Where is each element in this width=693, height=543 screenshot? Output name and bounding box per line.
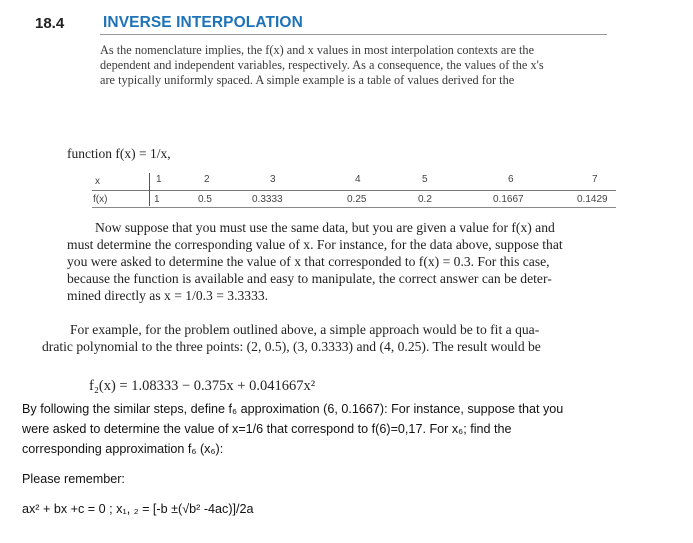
paragraph-line: dratic polynomial to the three points: (2, 0.5), (3, 0.3333) and (4, 0.25). The result would be bbox=[42, 339, 541, 354]
section-number: 18.4 bbox=[35, 15, 65, 32]
title-rule bbox=[100, 34, 607, 35]
intro-line: As the nomenclature implies, the f(x) and x values in most interpolation contexts are the bbox=[100, 43, 535, 57]
question-line: were asked to determine the value of x=1/6 that correspond to f(6)=0,17. For x₆; find the bbox=[22, 422, 512, 436]
table-cell-x: 3 bbox=[270, 174, 276, 185]
paragraph-line: you were asked to determine the value of x that corresponded to f(x) = 0.3. For this case, bbox=[67, 254, 550, 269]
interpolation-equation: f₂(x) = 1.08333 − 0.375x + 0.041667x² bbox=[89, 378, 316, 394]
quadratic-formula: ax² + bx +c = 0 ; x₁, ₂ = [-b ±(√b² -4ac)]/2a bbox=[22, 502, 254, 516]
section-title: INVERSE INTERPOLATION bbox=[103, 14, 303, 31]
table-cell-fx: 0.2 bbox=[418, 194, 432, 205]
table-cell-fx: 0.5 bbox=[198, 194, 212, 205]
table-bottom-rule bbox=[92, 207, 616, 208]
table-cell-fx: 0.1667 bbox=[493, 194, 524, 205]
question-line: By following the similar steps, define f₆ approximation (6, 0.1667): For instance, suppose that you bbox=[22, 402, 564, 416]
table-cell-fx: 0.25 bbox=[347, 194, 367, 205]
table-cell-fx: 1 bbox=[154, 194, 160, 205]
paragraph-line: because the function is available and easy to manipulate, the correct answer can be deter- bbox=[67, 271, 552, 286]
remember-note: Please remember: bbox=[22, 472, 125, 486]
question-line: corresponding approximation f₆ (x₆): bbox=[22, 442, 224, 456]
table-top-rule bbox=[92, 190, 616, 191]
intro-line: are typically uniformly spaced. A simple example is a table of values derived for the bbox=[100, 73, 515, 87]
table-cell-x: 1 bbox=[156, 174, 162, 185]
table-cell-x: 5 bbox=[422, 174, 428, 185]
paragraph-line: For example, for the problem outlined above, a simple approach would be to fit a qua- bbox=[70, 322, 540, 337]
table-cell-x: 7 bbox=[592, 174, 598, 185]
table-row-label-fx: f(x) bbox=[93, 194, 108, 205]
paragraph-line: must determine the corresponding value of x. For instance, for the data above, suppose that bbox=[67, 237, 563, 252]
table-divider bbox=[149, 173, 150, 206]
intro-line: dependent and independent variables, respectively. As a consequence, the values of the x's bbox=[100, 58, 544, 72]
table-cell-x: 6 bbox=[508, 174, 514, 185]
paragraph-line: mined directly as x = 1/0.3 = 3.3333. bbox=[67, 288, 269, 303]
table-cell-fx: 0.1429 bbox=[577, 194, 608, 205]
paragraph-line: Now suppose that you must use the same data, but you are given a value for f(x) and bbox=[95, 220, 555, 235]
table-row-label-x: x bbox=[95, 176, 100, 187]
function-definition: function f(x) = 1/x, bbox=[67, 146, 171, 161]
table-cell-fx: 0.3333 bbox=[252, 194, 283, 205]
table-cell-x: 4 bbox=[355, 174, 361, 185]
table-cell-x: 2 bbox=[204, 174, 210, 185]
